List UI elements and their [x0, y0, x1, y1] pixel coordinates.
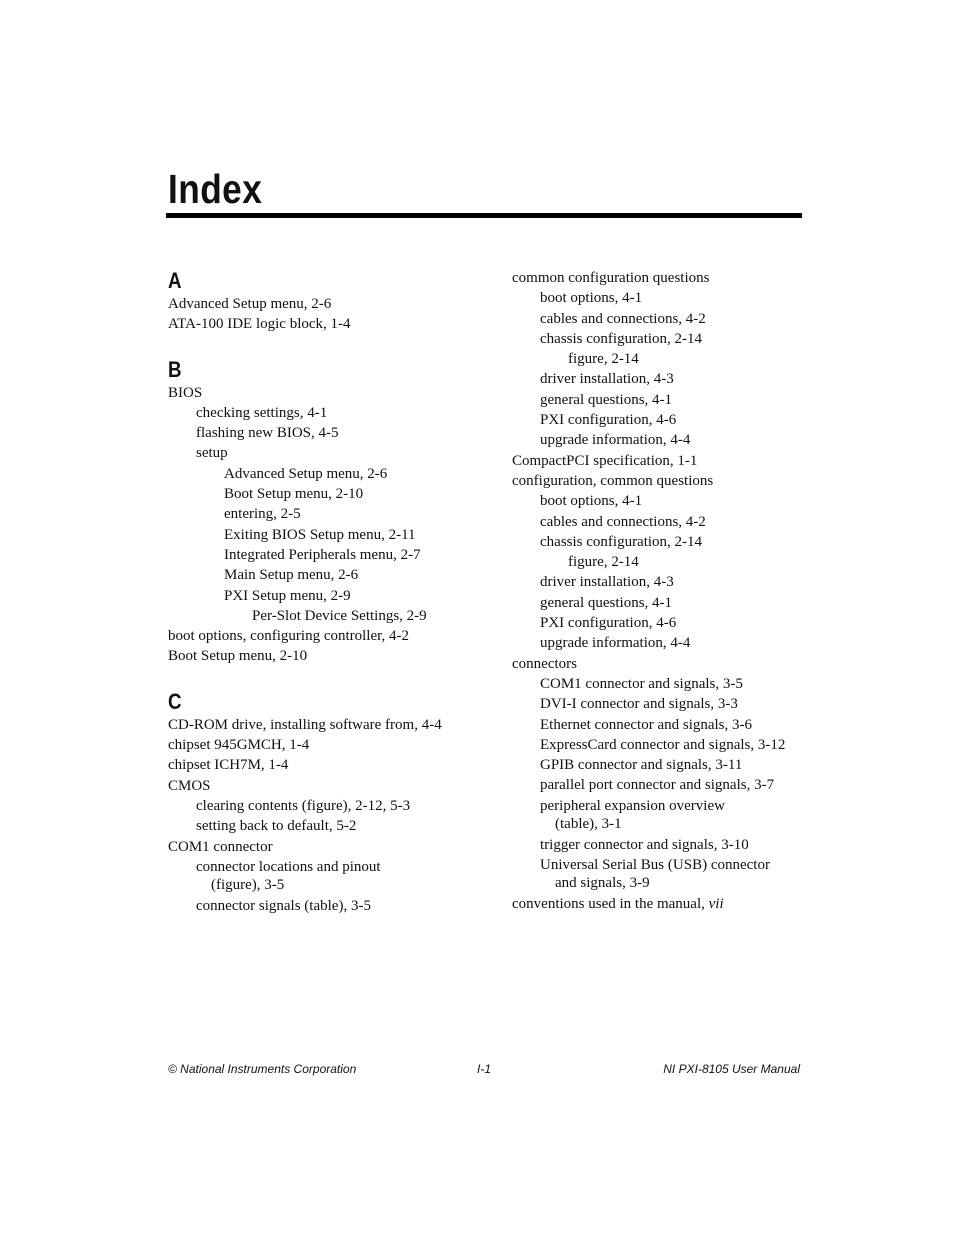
index-subentry: upgrade information, 4-4: [540, 635, 691, 652]
index-subentry-continuation: and signals, 3-9: [555, 875, 650, 892]
index-entry-text: conventions used in the manual,: [512, 896, 705, 913]
index-entry: Boot Setup menu, 2-10: [168, 648, 308, 665]
index-subentry: Ethernet connector and signals, 3-6: [540, 716, 753, 733]
index-subentry: checking settings, 4-1: [196, 404, 328, 421]
section-letter: C: [168, 688, 182, 714]
index-wrapped-entry: [512, 797, 812, 833]
index-entry: connectors: [512, 655, 577, 672]
index-entry: Advanced Setup menu, 2-6: [168, 296, 332, 312]
index-subentry: Main Setup menu, 2-6: [224, 567, 359, 584]
index-subentry: ExpressCard connector and signals, 3-12: [540, 736, 786, 753]
section-letter: A: [168, 268, 182, 293]
index-section-a: [168, 268, 488, 335]
title-rule: [166, 213, 802, 218]
index-entry: boot options, configuring controller, 4-2: [168, 628, 410, 645]
index-subentry: parallel port connector and signals, 3-7: [540, 777, 775, 794]
index-entry: chipset ICH7M, 1-4: [168, 757, 289, 774]
index-subentry: upgrade information, 4-4: [540, 432, 691, 449]
index-wrapped-entry: [512, 856, 812, 892]
page-title: Index: [168, 166, 263, 212]
index-entry: chipset 945GMCH, 1-4: [168, 737, 310, 754]
index-subentry: setting back to default, 5-2: [196, 818, 357, 835]
index-subentry: trigger connector and signals, 3-10: [540, 836, 749, 853]
index-column-left: [168, 262, 488, 938]
index-subentry: clearing contents (figure), 2-12, 5-3: [196, 797, 411, 814]
index-section-b: [168, 357, 488, 667]
index-subentry: general questions, 4-1: [540, 594, 673, 611]
index-entry: CompactPCI specification, 1-1: [512, 452, 698, 469]
index-subentry: Universal Serial Bus (USB) connector: [540, 857, 770, 874]
index-subentry: GPIB connector and signals, 3-11: [540, 757, 743, 774]
section-letter: B: [168, 356, 182, 382]
index-subentry: COM1 connector and signals, 3-5: [540, 675, 743, 692]
index-subentry: figure, 2-14: [568, 554, 639, 571]
index-entry: configuration, common questions: [512, 472, 714, 489]
index-subentry: chassis configuration, 2-14: [540, 330, 703, 347]
index-subentry: flashing new BIOS, 4-5: [196, 425, 339, 442]
index-subentry: setup: [196, 445, 228, 462]
index-entry: BIOS: [168, 384, 203, 401]
index-subentry: PXI configuration, 4-6: [540, 412, 677, 429]
index-subentry: driver installation, 4-3: [540, 371, 674, 388]
index-subentry: boot options, 4-1: [540, 493, 643, 510]
index-subentry: cables and connections, 4-2: [540, 310, 706, 327]
index-entry: [512, 894, 812, 914]
index-entry: common configuration questions: [512, 270, 710, 286]
index-subentry: PXI Setup menu, 2-9: [224, 587, 351, 604]
index-subentry: PXI configuration, 4-6: [540, 615, 677, 632]
index-entry: CMOS: [168, 777, 211, 794]
index-subentry: general questions, 4-1: [540, 391, 673, 408]
index-subentry: DVI-I connector and signals, 3-3: [540, 696, 738, 713]
index-subentry: Per-Slot Device Settings, 2-9: [252, 607, 427, 624]
index-entry-page: vii: [708, 896, 724, 913]
footer-copyright: © National Instruments Corporation: [168, 1062, 357, 1076]
index-subentry: Boot Setup menu, 2-10: [224, 486, 364, 503]
index-wrapped-entry: [168, 858, 488, 894]
index-subentry: connector locations and pinout: [196, 858, 381, 875]
index-subentry-continuation: (table), 3-1: [555, 815, 622, 832]
index-subentry: cables and connections, 4-2: [540, 513, 706, 530]
index-subentry: chassis configuration, 2-14: [540, 533, 703, 550]
index-subentry: boot options, 4-1: [540, 290, 643, 307]
index-entry: ATA-100 IDE logic block, 1-4: [168, 316, 351, 333]
index-subentry: figure, 2-14: [568, 351, 639, 368]
index-subentry: connector signals (table), 3-5: [196, 897, 371, 914]
index-subentry: entering, 2-5: [224, 506, 301, 523]
index-subentry: Exiting BIOS Setup menu, 2-11: [224, 526, 416, 543]
index-section-c: [168, 689, 488, 916]
index-subentry: Advanced Setup menu, 2-6: [224, 465, 388, 482]
index-entry: CD-ROM drive, installing software from, 4-4: [168, 716, 442, 733]
footer-manual-title: NI PXI-8105 User Manual: [663, 1062, 800, 1076]
index-subentry: peripheral expansion overview: [540, 797, 725, 814]
index-entry: COM1 connector: [168, 838, 273, 855]
index-subentry: Integrated Peripherals menu, 2-7: [224, 546, 421, 563]
footer-page-number: I-1: [477, 1062, 492, 1076]
index-subentry: driver installation, 4-3: [540, 574, 674, 591]
index-column-right: [512, 268, 812, 914]
index-subentry-continuation: (figure), 3-5: [211, 876, 285, 893]
